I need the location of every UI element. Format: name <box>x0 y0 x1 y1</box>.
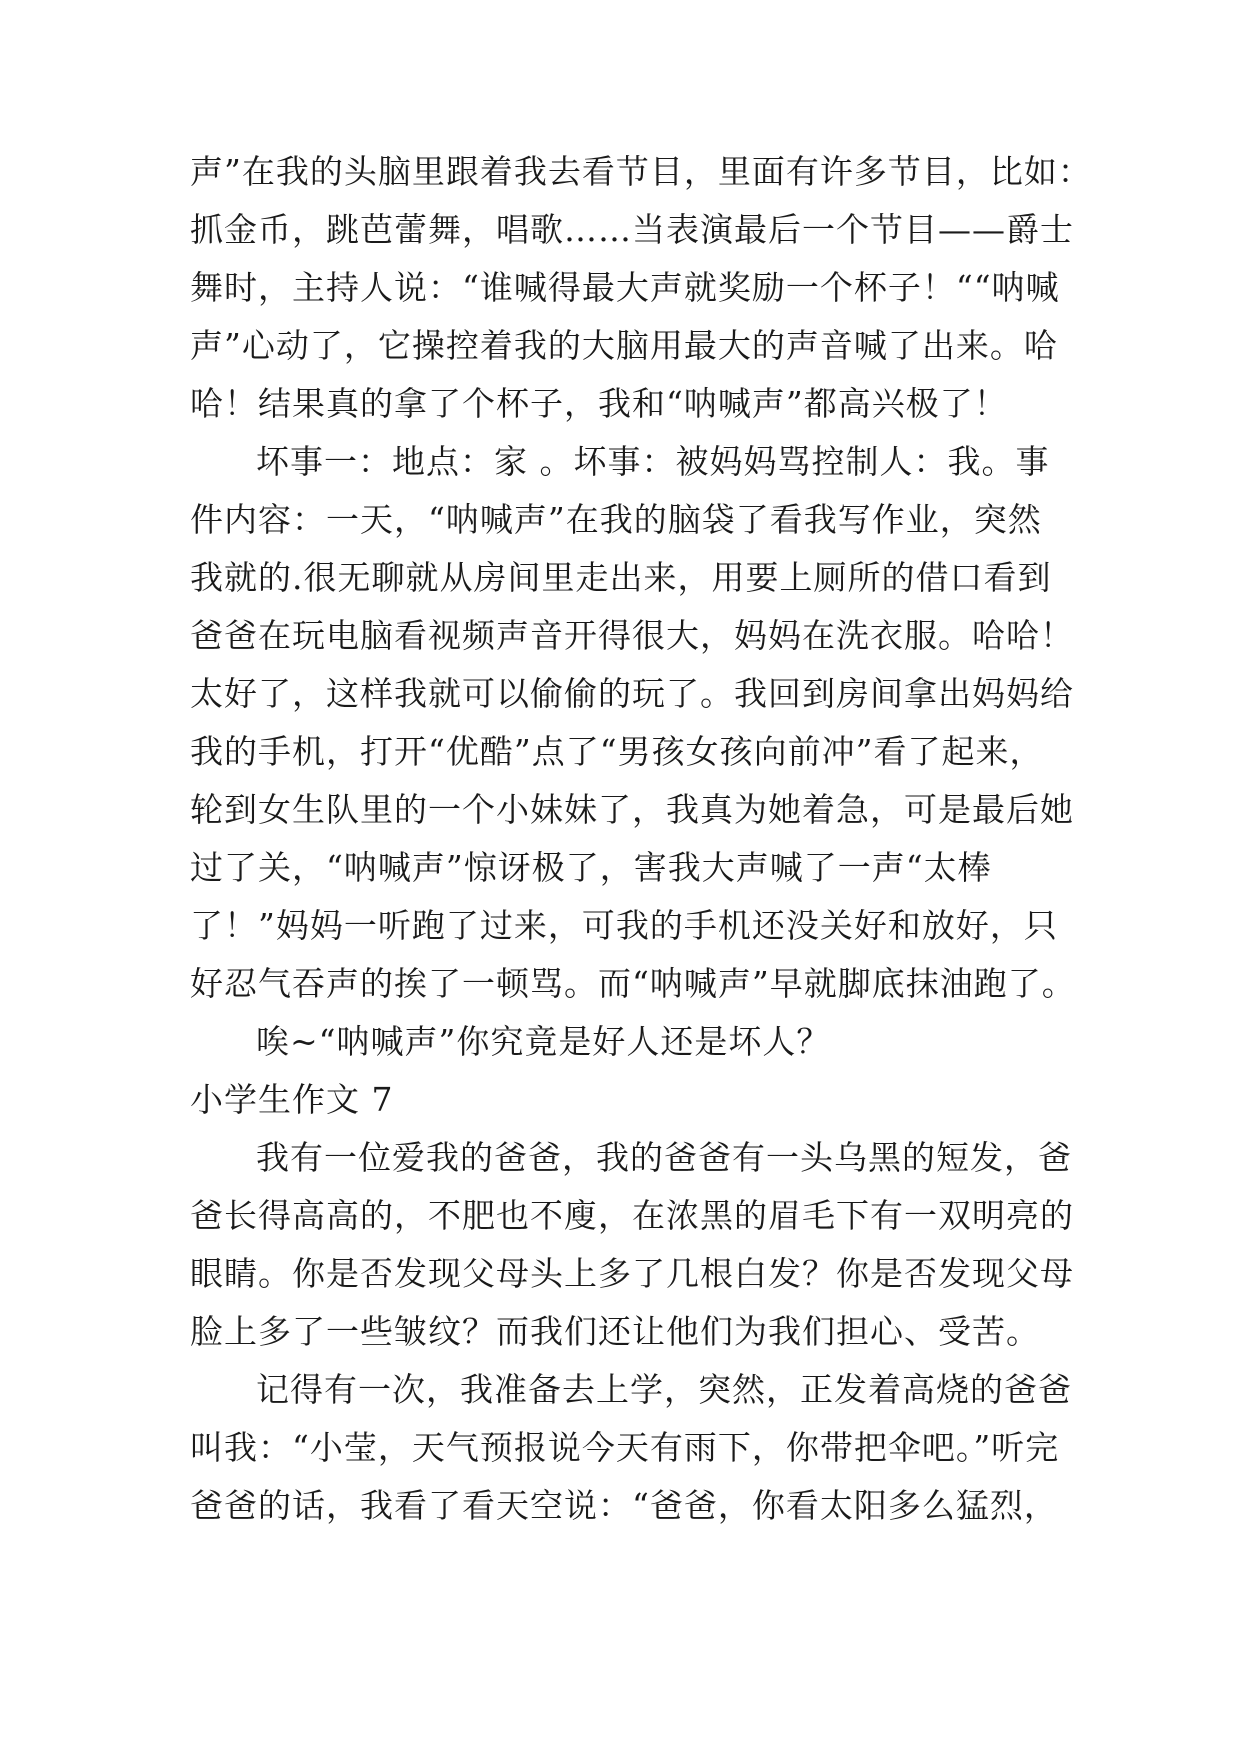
text-line: 声”心动了，它操控着我的大脑用最大的声音喊了出来。哈 <box>190 326 1058 365</box>
text-line: 抓金币，跳芭蕾舞，唱歌……当表演最后一个节目——爵士 <box>190 210 1074 249</box>
paragraph-first-line: 记得有一次，我准备去上学，突然，正发着高烧的爸爸 <box>256 1370 1072 1409</box>
text-line: 声”在我的头脑里跟着我去看节目，里面有许多节目，比如： <box>190 152 1092 191</box>
text-line: 哈！结果真的拿了个杯子，我和“呐喊声”都高兴极了！ <box>190 384 1008 423</box>
text-line: 过了关，“呐喊声”惊讶极了，害我大声喊了一声“太棒 <box>190 848 992 887</box>
text-line: 爸爸在玩电脑看视频声音开得很大，妈妈在洗衣服。哈哈！ <box>190 616 1074 655</box>
text-line: 舞时，主持人说：“谁喊得最大声就奖励一个杯子！““呐喊 <box>190 268 1060 307</box>
text-line: 爸长得高高的，不肥也不廋，在浓黑的眉毛下有一双明亮的 <box>190 1196 1074 1235</box>
text-line: 好忍气吞声的挨了一顿骂。而“呐喊声”早就脚底抹油跑了。 <box>190 964 1076 1003</box>
text-line: 太好了，这样我就可以偷偷的玩了。我回到房间拿出妈妈给 <box>190 674 1074 713</box>
paragraph-first-line: 唉~“呐喊声”你究竟是好人还是坏人？ <box>256 1022 831 1061</box>
text-line: 脸上多了一些皱纹？而我们还让他们为我们担心、受苦。 <box>190 1312 1040 1351</box>
paragraph-first-line: 坏事一：地点：家 。坏事：被妈妈骂控制人：我。事 <box>256 442 1050 481</box>
section-heading: 小学生作文 7 <box>190 1080 394 1119</box>
text-line: 眼睛。你是否发现父母头上多了几根白发？你是否发现父母 <box>190 1254 1074 1293</box>
paragraph-first-line: 我有一位爱我的爸爸，我的爸爸有一头乌黑的短发，爸 <box>256 1138 1072 1177</box>
text-line: 件内容：一天，“呐喊声”在我的脑袋了看我写作业，突然 <box>190 500 1042 539</box>
text-line: 我就的.很无聊就从房间里走出来，用要上厕所的借口看到 <box>190 558 1052 597</box>
text-line: 我的手机，打开“优酷”点了“男孩女孩向前冲”看了起来， <box>190 732 1044 771</box>
text-line: 轮到女生队里的一个小妹妹了，我真为她着急，可是最后她 <box>190 790 1074 829</box>
text-line: 爸爸的话，我看了看天空说：“爸爸，你看太阳多么猛烈， <box>190 1486 1058 1525</box>
text-line: 了！”妈妈一听跑了过来，可我的手机还没关好和放好，只 <box>190 906 1058 945</box>
text-line: 叫我：“小莹，天气预报说今天有雨下，你带把伞吧。”听完 <box>190 1428 1060 1467</box>
